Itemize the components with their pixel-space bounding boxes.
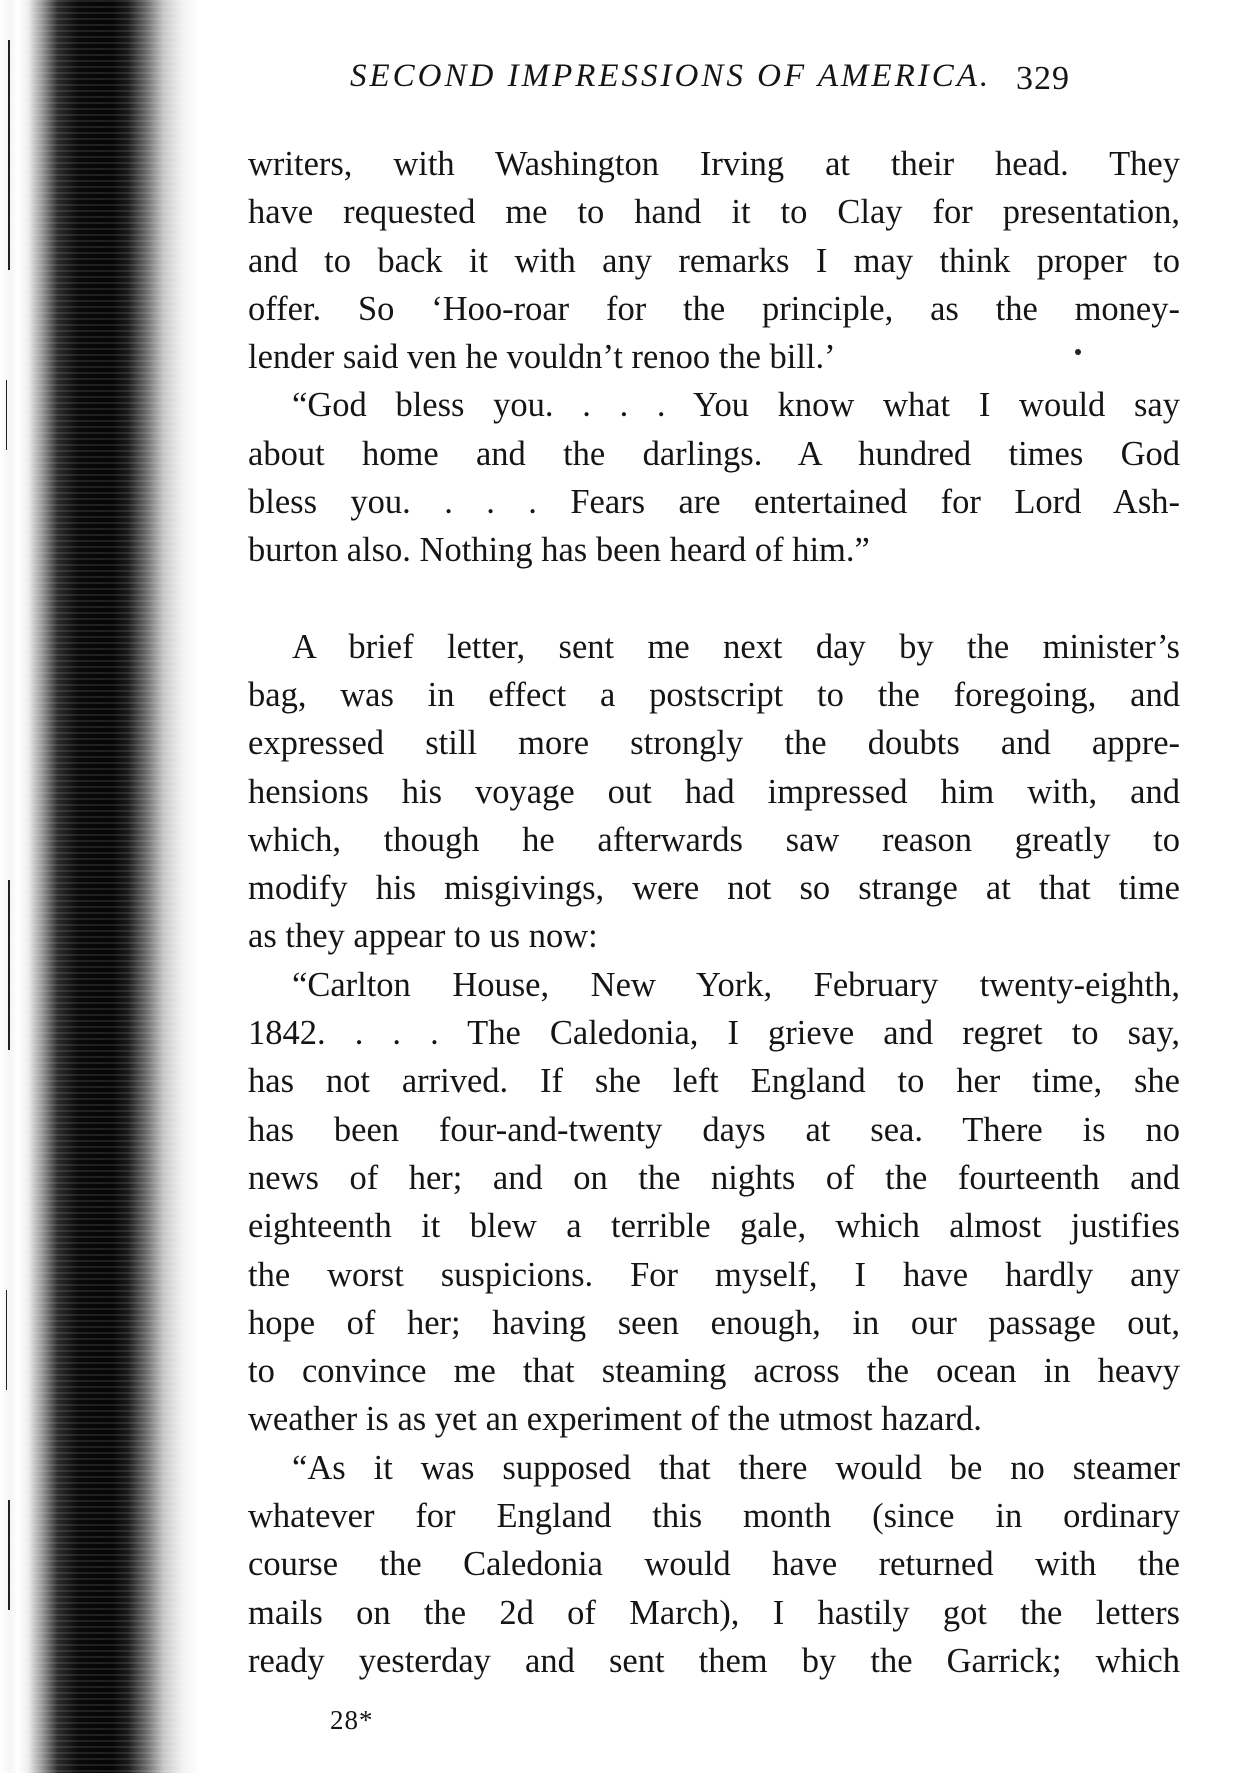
page-number: 329 — [1016, 60, 1070, 97]
text-line: eighteenth it blew a terrible gale, which almost justifies — [248, 1207, 1180, 1246]
gutter-edge-line — [8, 880, 10, 1050]
text-line: burton also. Nothing has been heard of him.” — [248, 531, 870, 570]
text-line: have requested me to hand it to Clay for presentation, — [248, 193, 1180, 232]
text-line: “Carlton House, New York, February twenty-eighth, — [292, 965, 1180, 1004]
text-line: “As it was supposed that there would be no steamer — [292, 1448, 1180, 1487]
gutter-edge-line — [6, 380, 7, 450]
running-head — [350, 58, 1070, 108]
paragraph-gap — [248, 575, 1180, 623]
text-line: whatever for England this month (since in ordinary — [248, 1497, 1180, 1536]
text-line: as they appear to us now: — [248, 917, 598, 956]
page-body — [248, 140, 1180, 1685]
gutter-edge-line — [6, 1290, 7, 1390]
text-line: news of her; and on the nights of the fourteenth and — [248, 1158, 1180, 1197]
text-line: mails on the 2d of March), I hastily got the letters — [248, 1593, 1180, 1632]
text-line: weather is as yet an experiment of the utmost hazard. — [248, 1400, 982, 1439]
text-line: has been four-and-twenty days at sea. There is no — [248, 1110, 1180, 1149]
binding-gutter-shadow — [0, 0, 200, 1773]
text-line: hope of her; having seen enough, in our passage out, — [248, 1303, 1180, 1342]
text-line: writers, with Washington Irving at their head. They — [248, 145, 1180, 183]
text-line: 1842. . . . The Caledonia, I grieve and regret to say, — [248, 1014, 1180, 1053]
text-line: A brief letter, sent me next day by the minister’s — [292, 627, 1180, 666]
text-line: has not arrived. If she left England to her time, she — [248, 1062, 1180, 1101]
text-line: “God bless you. . . . You know what I would say — [292, 386, 1180, 425]
text-line: which, though he afterwards saw reason greatly to — [248, 820, 1180, 859]
text-line: and to back it with any remarks I may think proper to — [248, 241, 1180, 280]
signature-mark: 28* — [330, 1705, 374, 1735]
text-line: the worst suspicions. For myself, I have hardly any — [248, 1255, 1180, 1294]
text-line: ready yesterday and sent them by the Garrick; which — [248, 1641, 1180, 1680]
text-line: course the Caledonia would have returned with the — [248, 1545, 1180, 1584]
running-title: SECOND IMPRESSIONS OF AMERICA. — [350, 58, 992, 94]
text-line: hensions his voyage out had impressed him with, and — [248, 772, 1180, 811]
text-line: modify his misgivings, were not so strange at that time — [248, 869, 1180, 908]
text-line: offer. So ‘Hoo-roar for the principle, as the money- — [248, 289, 1180, 328]
gutter-edge-line — [8, 1500, 10, 1610]
gutter-edge-line — [8, 40, 10, 270]
text-line: to convince me that steaming across the ocean in heavy — [248, 1352, 1180, 1391]
text-line: bless you. . . . Fears are entertained for Lord Ash- — [248, 483, 1180, 522]
text-line: bag, was in effect a postscript to the foregoing, and — [248, 675, 1180, 714]
text-line: about home and the darlings. A hundred times God — [248, 434, 1180, 473]
text-line: expressed still more strongly the doubts and appre- — [248, 724, 1180, 763]
text-line: lender said ven he vouldn’t renoo the bill.’ — [248, 338, 836, 377]
